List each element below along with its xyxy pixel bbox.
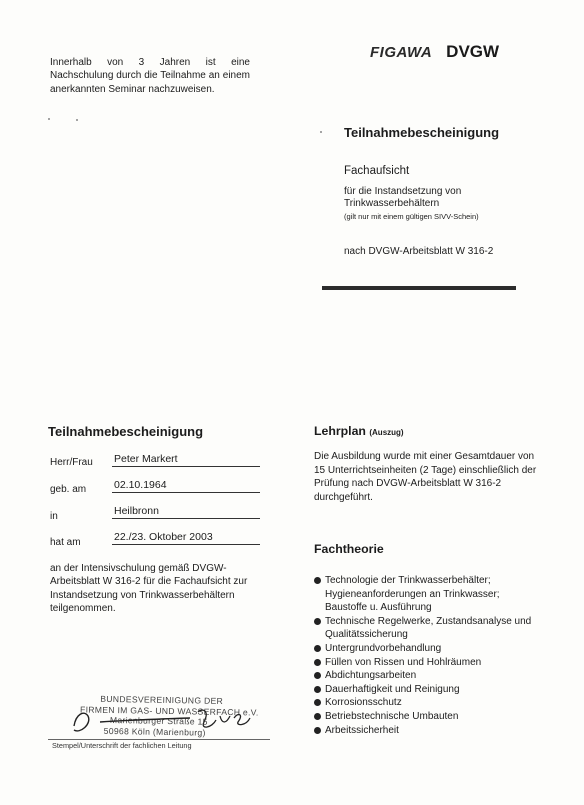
list-item-text: Korrosionsschutz xyxy=(325,697,402,709)
signature-caption: Stempel/Unterschrift der fachlichen Leitung xyxy=(52,741,192,750)
certificate-text: an der Intensivschulung gemäß DVGW-Arbeitsblatt W 316-2 für die Fachaufsicht zur Instandsetzung von Trinkwasserbehältern teilgenommen. xyxy=(50,563,248,615)
scan-speck xyxy=(76,119,78,121)
bullet-icon xyxy=(314,727,321,734)
cover-description-line1: für die Instandsetzung von xyxy=(344,186,462,197)
cover-standard: nach DVGW-Arbeitsblatt W 316-2 xyxy=(344,246,494,257)
bullet-icon xyxy=(314,618,321,625)
lehrplan-title-suffix: (Auszug) xyxy=(369,428,404,437)
cover-note: (gilt nur mit einem gültigen SIVV-Schein) xyxy=(344,212,479,221)
field-underline xyxy=(112,492,260,493)
logo-group xyxy=(370,42,499,62)
lehrplan-text: Die Ausbildung wurde mit einer Gesamtdauer von 15 Unterrichtseinheiten (2 Tage) einschließlich der Prüfung nach DVGW-Arbeitsblatt W 316-2 durchgeführt. xyxy=(314,451,537,503)
list-item xyxy=(314,574,544,615)
list-item-text: Dauerhaftigkeit und Reinigung xyxy=(325,683,460,695)
lehrplan-title: Lehrplan xyxy=(314,424,366,438)
bullet-icon xyxy=(314,686,321,693)
signature-line xyxy=(48,739,270,740)
stamp-line: BUNDESVEREINIGUNG DER xyxy=(100,693,224,706)
list-item-text: Betriebstechnische Umbauten xyxy=(325,710,459,722)
list-item-text: Abdichtungsarbeiten xyxy=(325,670,417,682)
cover-title: Teilnahmebescheinigung xyxy=(344,125,500,140)
handwritten-signature xyxy=(70,702,270,738)
cover-subtitle: Fachaufsicht xyxy=(344,165,410,177)
list-item-text: Technologie der Trinkwasserbehälter; Hygieneanforderungen an Trinkwasser; Baustoffe u. Ausführung xyxy=(325,575,500,614)
bullet-icon xyxy=(314,699,321,706)
scan-speck xyxy=(48,118,50,120)
field-underline xyxy=(112,544,260,545)
scan-speck xyxy=(320,131,322,133)
field-value-date: 22./23. Oktober 2003 xyxy=(114,531,213,543)
field-value-name: Peter Markert xyxy=(114,453,178,465)
lehrplan-heading xyxy=(314,424,404,438)
certificate-title: Teilnahmebescheinigung xyxy=(48,424,204,439)
cover-description-line2: Trinkwasserbehältern xyxy=(344,198,440,209)
list-item xyxy=(314,615,544,642)
list-item-text: Technische Regelwerke, Zustandsanalyse und Qualitätssicherung xyxy=(325,615,532,641)
list-item xyxy=(314,696,544,710)
list-item-text: Untergrundvorbehandlung xyxy=(325,642,442,654)
list-item-text: Füllen von Rissen und Hohlräumen xyxy=(325,656,482,668)
list-item xyxy=(314,710,544,724)
list-item xyxy=(314,724,544,738)
stamp-line: Marienburger Straße 15 xyxy=(109,714,208,727)
list-item xyxy=(314,683,544,697)
bullet-icon xyxy=(314,577,321,584)
bullet-icon xyxy=(314,713,321,720)
field-label-birthdate: geb. am xyxy=(50,484,87,495)
list-item xyxy=(314,669,544,683)
fachtheorie-title: Fachtheorie xyxy=(314,542,384,556)
stamp-line: FIRMEN IM GAS- UND WASSERFACH e.V. xyxy=(80,703,259,718)
bullet-icon xyxy=(314,659,321,666)
stamp-line: 50968 Köln (Marienburg) xyxy=(103,725,206,738)
list-item-text: Arbeitssicherheit xyxy=(325,724,399,736)
bullet-icon xyxy=(314,645,321,652)
field-underline xyxy=(112,466,260,467)
list-item xyxy=(314,642,544,656)
bullet-icon xyxy=(314,672,321,679)
field-underline xyxy=(112,518,260,519)
intro-paragraph: Innerhalb von 3 Jahren ist eine Nachschulung durch die Teilnahme an einem anerkannten Seminar nachzuweisen. xyxy=(50,57,250,95)
field-label-name: Herr/Frau xyxy=(50,457,93,468)
list-item xyxy=(314,656,544,670)
figawa-logo: FIGAWA xyxy=(370,44,433,61)
field-label-place: in xyxy=(50,511,58,522)
field-label-date: hat am xyxy=(50,537,81,548)
field-value-birthdate: 02.10.1964 xyxy=(114,479,167,491)
fachtheorie-list xyxy=(314,574,544,737)
field-value-place: Heilbronn xyxy=(114,505,159,517)
dvgw-logo: DVGW xyxy=(446,42,500,61)
cover-divider xyxy=(322,286,516,290)
